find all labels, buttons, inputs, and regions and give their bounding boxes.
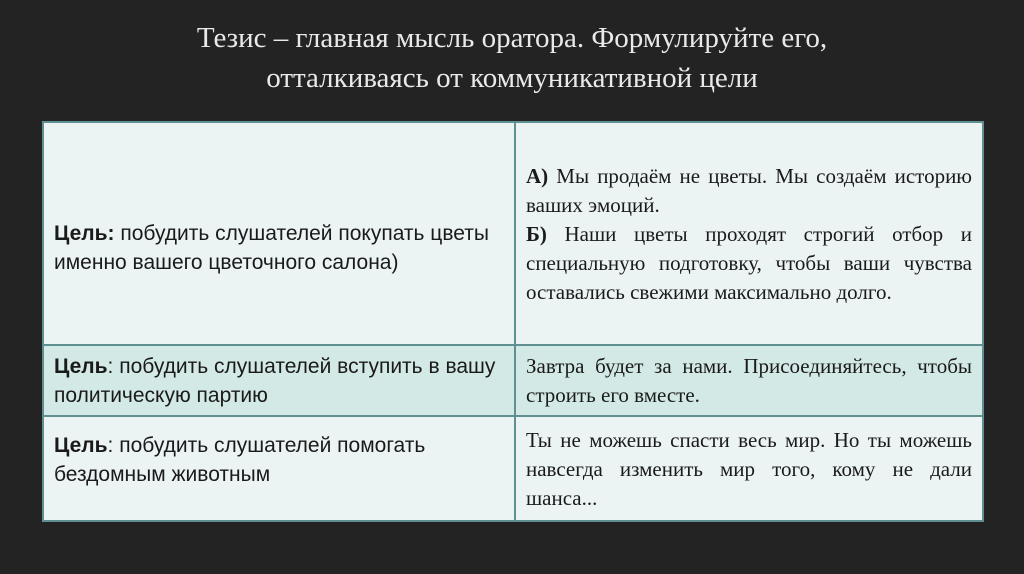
goals-theses-table — [42, 121, 984, 522]
table-row — [43, 345, 983, 416]
goal-text: : побудить слушателей вступить в вашу политическую партию — [54, 355, 496, 407]
table-row — [43, 122, 983, 345]
thesis-text: Завтра будет за нами. Присоединяйтесь, чтобы строить его вместе. — [526, 354, 972, 407]
thesis-a-text: Мы продаём не цветы. Мы создаём историю ваших эмоций. — [526, 163, 972, 217]
thesis-option-b — [526, 220, 972, 307]
thesis-option-a — [526, 162, 972, 220]
goal-label: Цель: — [54, 222, 115, 245]
thesis-cell — [515, 416, 983, 521]
goal-cell — [43, 416, 515, 521]
thesis-cell — [515, 345, 983, 416]
thesis-b-label: Б) — [526, 221, 547, 246]
thesis-cell — [515, 122, 983, 345]
thesis-a-label: А) — [526, 163, 549, 188]
goal-label: Цель — [54, 355, 108, 378]
thesis-text: Ты не можешь спасти весь мир. Но ты можешь навсегда изменить мир того, кому не дали шанса... — [526, 427, 972, 510]
table-row — [43, 416, 983, 521]
slide-title — [60, 18, 964, 98]
goal-cell — [43, 122, 515, 345]
slide-title-line-1: Тезис – главная мысль оратора. Формулируйте его, — [196, 22, 828, 54]
slide-title-line-2: отталкиваясь от коммуникативной цели — [266, 62, 758, 94]
goal-text: побудить слушателей покупать цветы именно вашего цветочного салона) — [54, 222, 489, 274]
goal-label: Цель — [54, 434, 108, 457]
thesis-b-text: Наши цветы проходят строгий отбор и специальную подготовку, чтобы ваши чувства оставались свежими максимально долго. — [526, 221, 972, 304]
goal-cell — [43, 345, 515, 416]
goal-text: : побудить слушателей помогать бездомным животным — [54, 434, 426, 486]
